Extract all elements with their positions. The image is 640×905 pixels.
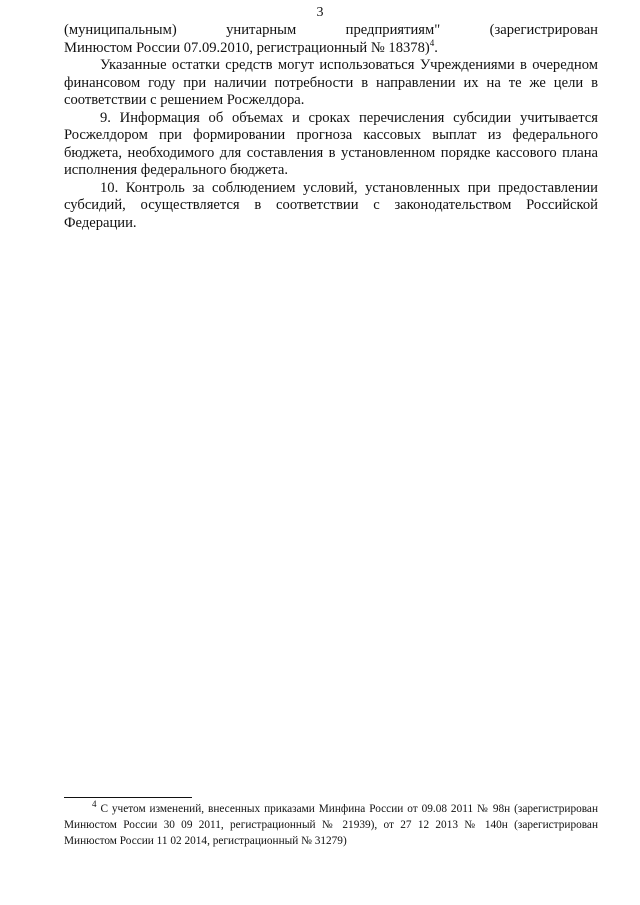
- footnote-body: С учетом изменений, внесенных приказами Минфина России от 09.08 2011 № 98н (зарегистрирован Минюстом России 30 09 2011, регистрационный № 21939), от 27 12 2013 № 140н (зарегистрирован Минюстом России 11 02 2014, регистрационный № 31279): [64, 803, 598, 847]
- footnote-text: [64, 801, 598, 849]
- paragraph-continuation-line-2: [64, 37, 598, 58]
- paragraph-continuation-line-1: (муниципальным) унитарным предприятиям" (зарегистрирован: [64, 22, 598, 38]
- paragraph-continuation-text: Минюстом России 07.09.2010, регистрационный № 18378): [64, 39, 430, 56]
- document-body: [64, 22, 598, 232]
- paragraph-item-10: 10. Контроль за соблюдением условий, установленных при предоставлении субсидий, осуществляется в соответствии с законодательством Российской Федерации.: [64, 179, 598, 231]
- paragraph-item-9: 9. Информация об объемах и сроках перечисления субсидии учитывается Росжелдором при формировании прогноза кассовых выплат из федерального бюджета, необходимого для составления в установленном порядке кассового плана исполнения федерального бюджета.: [64, 109, 598, 178]
- footnote: [64, 801, 598, 849]
- sentence-end: .: [434, 39, 438, 56]
- page-number: 3: [316, 5, 324, 20]
- footnote-reference: 4: [429, 37, 435, 48]
- footnote-marker: 4: [92, 799, 97, 810]
- paragraph-remaining-funds: Указанные остатки средств могут использоваться Учреждениями в очередном финансовом году при наличии потребности в направлении их на те же цели в соответствии с решением Росжелдора.: [64, 57, 598, 108]
- footnote-separator: [64, 797, 192, 798]
